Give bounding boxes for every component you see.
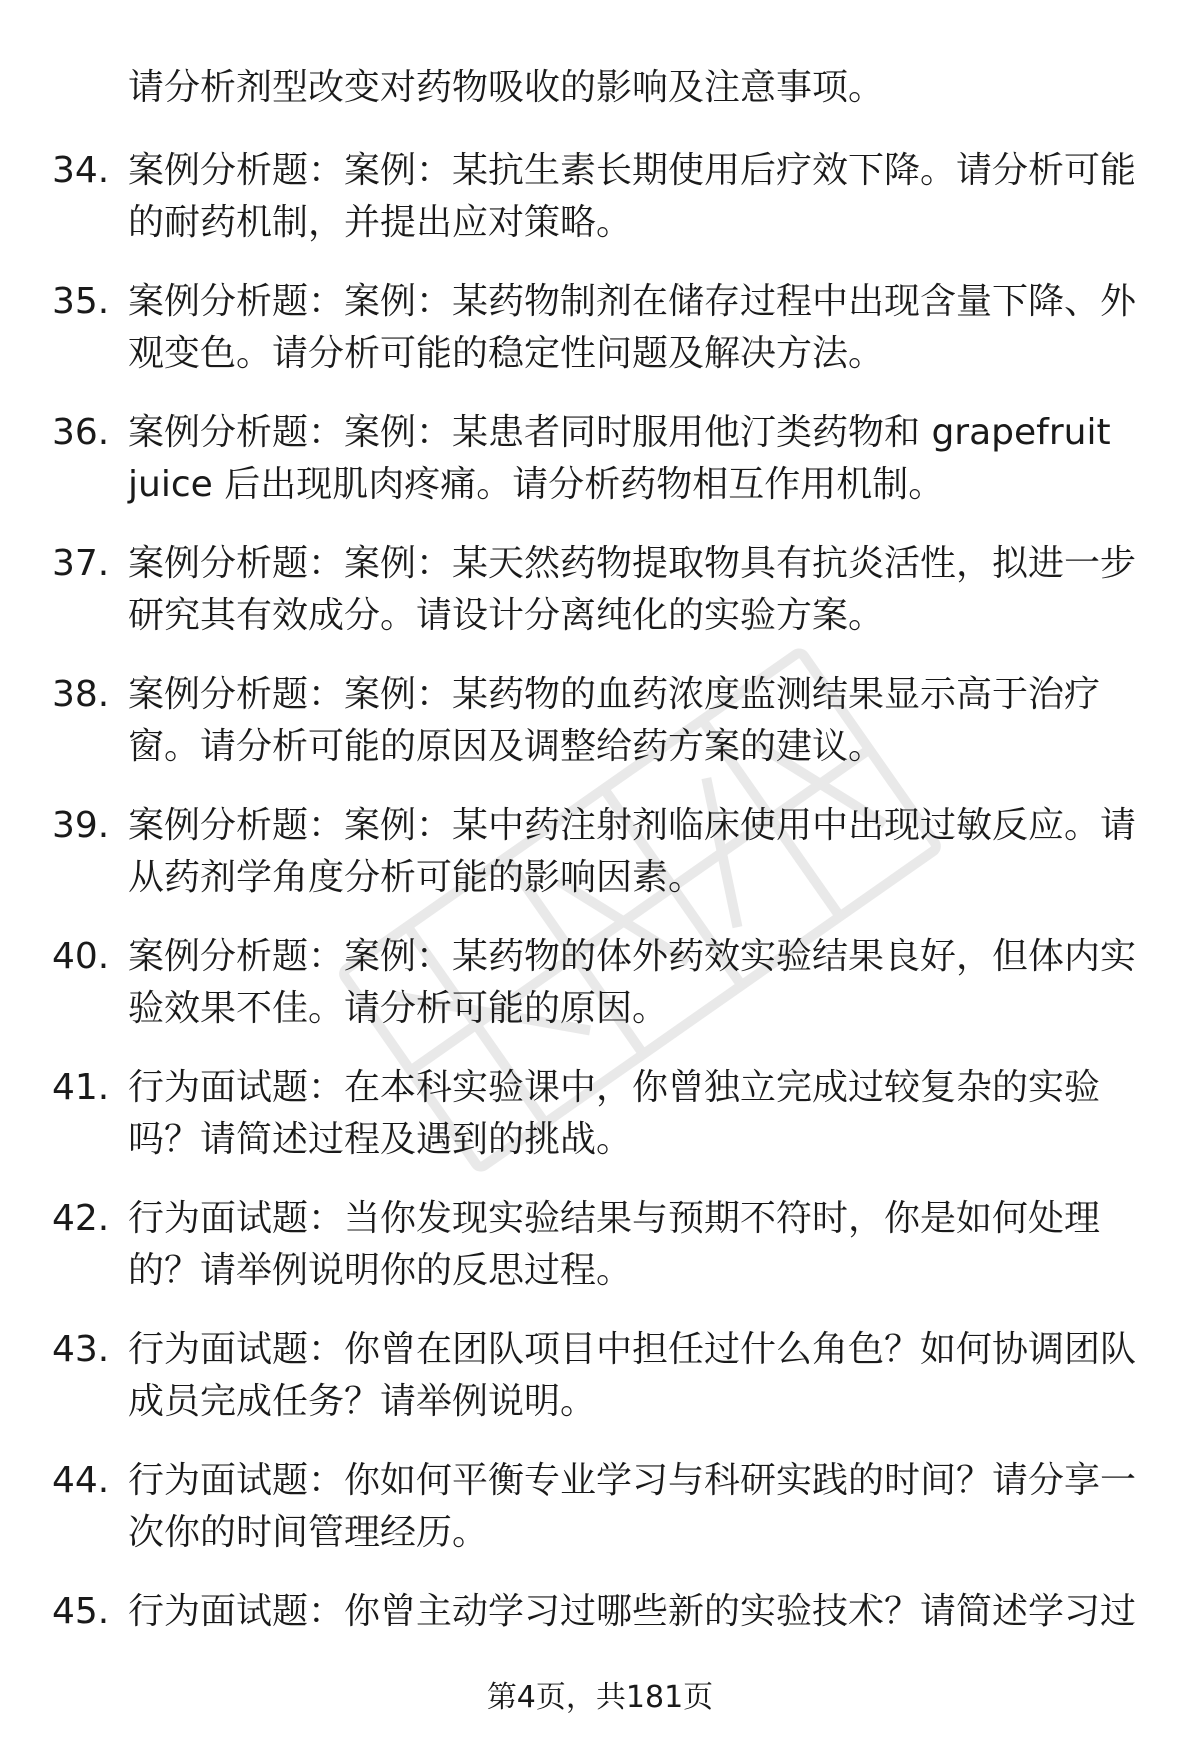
question-item [0, 1062, 1200, 1193]
question-number: 41. [52, 1067, 110, 1108]
question-number: 35. [52, 281, 110, 322]
question-number: 36. [52, 412, 110, 453]
question-item [0, 800, 1200, 931]
question-number: 39. [52, 805, 110, 846]
question-item [0, 276, 1200, 407]
question-number: 44. [52, 1460, 110, 1501]
question-item [0, 931, 1200, 1062]
page-footer [0, 1678, 1200, 1718]
question-item [0, 538, 1200, 669]
question-number: 42. [52, 1198, 110, 1239]
question-text: 案例分析题：案例：某药物的血药浓度监测结果显示高于治疗窗。请分析可能的原因及调整给药方案的建议。 [128, 674, 1101, 767]
question-text: 案例分析题：案例：某患者同时服用他汀类药物和 grapefruit juice 后出现肌肉疼痛。请分析药物相互作用机制。 [128, 412, 1111, 505]
question-item [0, 145, 1200, 276]
question-number: 37. [52, 543, 110, 584]
question-item [0, 669, 1200, 800]
question-text: 行为面试题：你曾在团队项目中担任过什么角色？如何协调团队成员完成任务？请举例说明。 [128, 1329, 1137, 1422]
question-text: 案例分析题：案例：某中药注射剂临床使用中出现过敏反应。请从药剂学角度分析可能的影响因素。 [128, 805, 1137, 898]
page-number-label: 第4页，共181页 [486, 1680, 714, 1715]
question-number: 45. [52, 1591, 110, 1632]
question-item [0, 1324, 1200, 1455]
question-number: 34. [52, 150, 110, 191]
question-item [0, 407, 1200, 538]
question-text: 行为面试题：在本科实验课中，你曾独立完成过较复杂的实验吗？请简述过程及遇到的挑战。 [128, 1067, 1101, 1160]
question-text: 行为面试题：当你发现实验结果与预期不符时，你是如何处理的？请举例说明你的反思过程。 [128, 1198, 1101, 1291]
question-text: 案例分析题：案例：某抗生素长期使用后疗效下降。请分析可能的耐药机制，并提出应对策略。 [128, 150, 1137, 243]
question-text: 案例分析题：案例：某药物制剂在储存过程中出现含量下降、外观变色。请分析可能的稳定性问题及解决方法。 [128, 281, 1137, 374]
question-number: 38. [52, 674, 110, 715]
question-text: 案例分析题：案例：某药物的体外药效实验结果良好，但体内实验效果不佳。请分析可能的原因。 [128, 936, 1137, 1029]
question-text: 案例分析题：案例：某天然药物提取物具有抗炎活性，拟进一步研究其有效成分。请设计分离纯化的实验方案。 [128, 543, 1137, 636]
question-list [0, 145, 1200, 1717]
question-number: 43. [52, 1329, 110, 1370]
continuation-text: 请分析剂型改变对药物吸收的影响及注意事项。 [128, 67, 885, 108]
question-item [0, 1455, 1200, 1586]
question-text: 行为面试题：你如何平衡专业学习与科研实践的时间？请分享一次你的时间管理经历。 [128, 1460, 1137, 1553]
question-text: 行为面试题：你曾主动学习过哪些新的实验技术？请简述学习过 [128, 1591, 1137, 1632]
question-number: 40. [52, 936, 110, 977]
question-item [0, 1193, 1200, 1324]
